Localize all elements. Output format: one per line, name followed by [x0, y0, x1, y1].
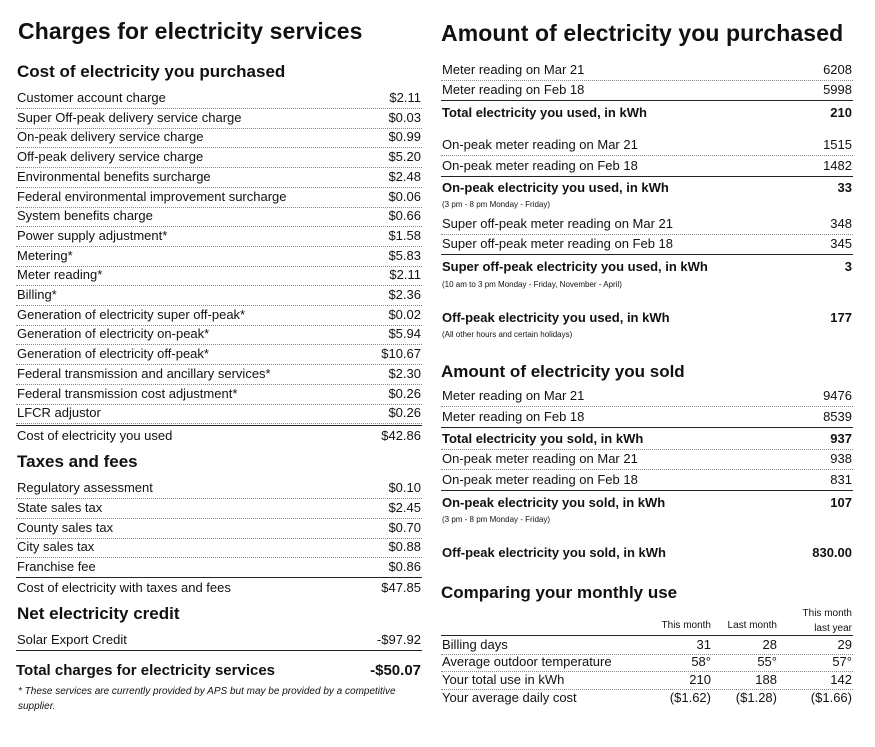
purchased-row	[441, 308, 853, 328]
row-label: Environmental benefits surcharge	[17, 168, 211, 184]
row-label: Power supply adjustment*	[17, 227, 168, 243]
row-label: On-peak meter reading on Feb 18	[442, 158, 638, 173]
cost-section-heading: Cost of electricity you purchased	[17, 62, 286, 81]
last-month-value: ($1.28)	[735, 690, 777, 705]
row-value: 345	[830, 236, 852, 251]
row-value: $2.30	[388, 365, 421, 381]
row-value: 348	[830, 216, 852, 231]
row-value: 8539	[823, 409, 852, 424]
tax-row	[16, 498, 422, 519]
row-value: $5.20	[388, 149, 421, 165]
purchased-row	[441, 80, 853, 101]
purchased-row	[441, 103, 853, 123]
row-label: Cost of electricity with taxes and fees	[17, 580, 231, 595]
row-label: Franchise fee	[17, 559, 96, 575]
row-value: $42.86	[381, 428, 421, 443]
row-label: Off-peak electricity you sold, in kWh	[442, 545, 666, 560]
tax-row	[16, 557, 422, 578]
cost-row	[16, 384, 422, 405]
row-label: Metering*	[17, 247, 73, 263]
purchased-row	[441, 234, 853, 255]
cost-row	[16, 403, 422, 424]
last-year-value: 142	[830, 672, 852, 687]
row-label: Cost of electricity you used	[17, 428, 173, 443]
row-label: On-peak meter reading on Feb 18	[442, 472, 638, 487]
row-value: 6208	[823, 62, 852, 77]
row-label: Billing days	[442, 637, 508, 652]
row-label: System benefits charge	[17, 208, 153, 224]
row-value: 177	[830, 310, 852, 325]
row-value: $0.66	[388, 208, 421, 224]
row-value: $0.86	[388, 559, 421, 575]
off-peak-hours-note: (All other hours and certain holidays)	[442, 330, 573, 339]
cost-row	[16, 364, 422, 385]
row-value: $1.58	[388, 227, 421, 243]
row-value: $2.11	[389, 90, 421, 105]
row-label: On-peak electricity you sold, in kWh	[442, 495, 666, 510]
row-label: Meter reading on Feb 18	[442, 409, 585, 424]
row-value: $2.45	[388, 499, 421, 515]
cost-row	[16, 187, 422, 208]
row-label: City sales tax	[17, 539, 95, 555]
cost-row	[16, 108, 422, 129]
row-value: 937	[830, 431, 852, 446]
last-month-value: 28	[762, 637, 777, 652]
comparison-row	[441, 635, 853, 655]
row-label: State sales tax	[17, 499, 103, 515]
col-last-year-line2: last year	[814, 623, 852, 634]
sold-row	[441, 449, 853, 470]
sold-row	[441, 493, 853, 513]
row-value: -$97.92	[376, 632, 421, 647]
last-month-value: 55°	[757, 654, 777, 669]
row-label: Generation of electricity off-peak*	[17, 346, 209, 362]
row-value: 9476	[823, 388, 852, 403]
row-label: Meter reading on Mar 21	[442, 62, 585, 77]
sold-on-peak-hours-note: (3 pm - 8 pm Monday - Friday)	[442, 515, 551, 524]
row-value: 107	[830, 495, 852, 510]
total-charges-value: -$50.07	[370, 662, 421, 679]
row-label: Meter reading on Feb 18	[442, 82, 585, 97]
row-label: Super off-peak meter reading on Mar 21	[442, 216, 674, 231]
sold-heading: Amount of electricity you sold	[441, 362, 685, 381]
row-label: On-peak electricity you used, in kWh	[442, 180, 669, 195]
cost-row	[16, 167, 422, 188]
sold-row	[441, 407, 853, 428]
last-year-value: 29	[837, 637, 852, 652]
compare-heading: Comparing your monthly use	[441, 583, 678, 602]
comparison-row	[441, 653, 853, 672]
sold-row	[441, 429, 853, 450]
purchased-row	[441, 178, 853, 198]
row-label: Meter reading*	[17, 267, 103, 283]
purchased-row	[441, 60, 853, 81]
row-label: Super off-peak meter reading on Feb 18	[442, 236, 674, 251]
row-value: $2.36	[388, 287, 421, 302]
row-label: Billing*	[17, 287, 57, 302]
purchased-row	[441, 135, 853, 156]
row-label: On-peak meter reading on Mar 21	[442, 137, 638, 152]
col-last-month: Last month	[727, 620, 777, 631]
row-label: County sales tax	[17, 519, 114, 535]
tax-row	[16, 518, 422, 539]
row-label: Super off-peak electricity you used, in kWh	[442, 259, 708, 274]
sold-row	[441, 470, 853, 491]
row-label: Federal transmission cost adjustment*	[17, 385, 238, 401]
row-label: Off-peak delivery service charge	[17, 149, 204, 165]
sold-row	[441, 386, 853, 407]
cost-row	[16, 305, 422, 326]
row-value: 830.00	[812, 545, 852, 560]
row-label: Off-peak electricity you used, in kWh	[442, 310, 670, 325]
this-month-value: 58°	[691, 654, 711, 669]
row-label: On-peak meter reading on Mar 21	[442, 451, 638, 466]
sold-row	[441, 543, 853, 563]
row-value: $0.06	[388, 188, 421, 204]
row-label: Average outdoor temperature	[442, 654, 612, 669]
row-label: Your average daily cost	[442, 690, 577, 705]
row-label: Federal environmental improvement surcharge	[17, 188, 287, 204]
cost-row	[16, 226, 422, 247]
row-label: Customer account charge	[17, 90, 166, 105]
row-label: Total electricity you used, in kWh	[442, 105, 647, 120]
cost-row	[16, 127, 422, 148]
row-value: $0.70	[388, 519, 421, 535]
row-value: 1515	[823, 137, 852, 152]
row-value: $0.26	[388, 385, 421, 401]
purchased-row	[441, 156, 853, 177]
total-charges-row	[16, 662, 422, 682]
row-label: Total electricity you sold, in kWh	[442, 431, 644, 446]
row-value: $0.99	[388, 129, 421, 145]
cost-row	[16, 88, 422, 109]
row-value: $5.83	[388, 247, 421, 263]
row-value: 210	[830, 105, 852, 120]
row-value: 831	[830, 472, 852, 487]
cost-row	[16, 324, 422, 345]
col-this-month: This month	[661, 620, 711, 631]
cost-subtotal-row	[16, 425, 422, 446]
row-value: $0.10	[388, 480, 421, 495]
row-value: $0.02	[388, 306, 421, 322]
last-year-value: 57°	[832, 654, 852, 669]
purchased-row	[441, 257, 853, 277]
on-peak-hours-note: (3 pm - 8 pm Monday - Friday)	[442, 200, 551, 209]
row-label: Super Off-peak delivery service charge	[17, 109, 242, 125]
cost-row	[16, 206, 422, 227]
cost-row	[16, 265, 422, 286]
total-charges-label: Total charges for electricity services	[16, 662, 276, 679]
tax-subtotal-row	[16, 577, 422, 598]
row-label: Federal transmission and ancillary services*	[17, 365, 271, 381]
this-month-value: ($1.62)	[669, 690, 711, 705]
row-value: $0.88	[388, 539, 421, 555]
super-off-peak-hours-note: (10 am to 3 pm Monday - Friday, November - April)	[442, 280, 622, 289]
cost-row	[16, 246, 422, 267]
row-value: $47.85	[381, 580, 421, 595]
this-month-value: 210	[689, 672, 711, 687]
cost-row	[16, 147, 422, 168]
taxes-section-heading: Taxes and fees	[17, 452, 138, 471]
row-value: 33	[837, 180, 852, 195]
tax-row	[16, 537, 422, 558]
row-value: $2.48	[388, 168, 421, 184]
cost-row	[16, 285, 422, 306]
row-label: Solar Export Credit	[17, 632, 127, 647]
row-value: 1482	[823, 158, 852, 173]
row-label: Your total use in kWh	[442, 672, 565, 687]
tax-row	[16, 478, 422, 499]
row-value: 3	[844, 259, 852, 274]
row-value: $0.26	[388, 405, 421, 421]
row-value: $5.94	[388, 326, 421, 342]
row-value: $0.03	[388, 109, 421, 125]
row-label: Generation of electricity on-peak*	[17, 326, 210, 342]
row-label: On-peak delivery service charge	[17, 129, 204, 145]
col-last-year-line1: This month	[802, 608, 852, 619]
comparison-row	[441, 671, 853, 690]
last-month-value: 188	[755, 672, 777, 687]
solar-export-credit-row	[16, 630, 422, 651]
row-value: 5998	[823, 82, 852, 97]
purchased-row	[441, 214, 853, 235]
cost-row	[16, 344, 422, 365]
purchased-heading: Amount of electricity you purchased	[441, 20, 844, 46]
row-label: LFCR adjustor	[17, 405, 101, 421]
credit-section-heading: Net electricity credit	[17, 604, 180, 623]
row-label: Regulatory assessment	[17, 480, 153, 495]
charges-title: Charges for electricity services	[18, 18, 363, 44]
row-value: $10.67	[381, 346, 421, 362]
row-value: 938	[830, 451, 852, 466]
row-label: Meter reading on Mar 21	[442, 388, 585, 403]
comparison-row	[441, 689, 853, 707]
row-label: Generation of electricity super off-peak*	[17, 306, 246, 322]
col-last-year	[803, 606, 852, 636]
footnote: * These services are currently provided by APS but may be provided by a competitive supplier.	[18, 686, 396, 712]
last-year-value: ($1.66)	[810, 690, 852, 705]
row-value: $2.11	[389, 267, 421, 283]
this-month-value: 31	[696, 637, 711, 652]
